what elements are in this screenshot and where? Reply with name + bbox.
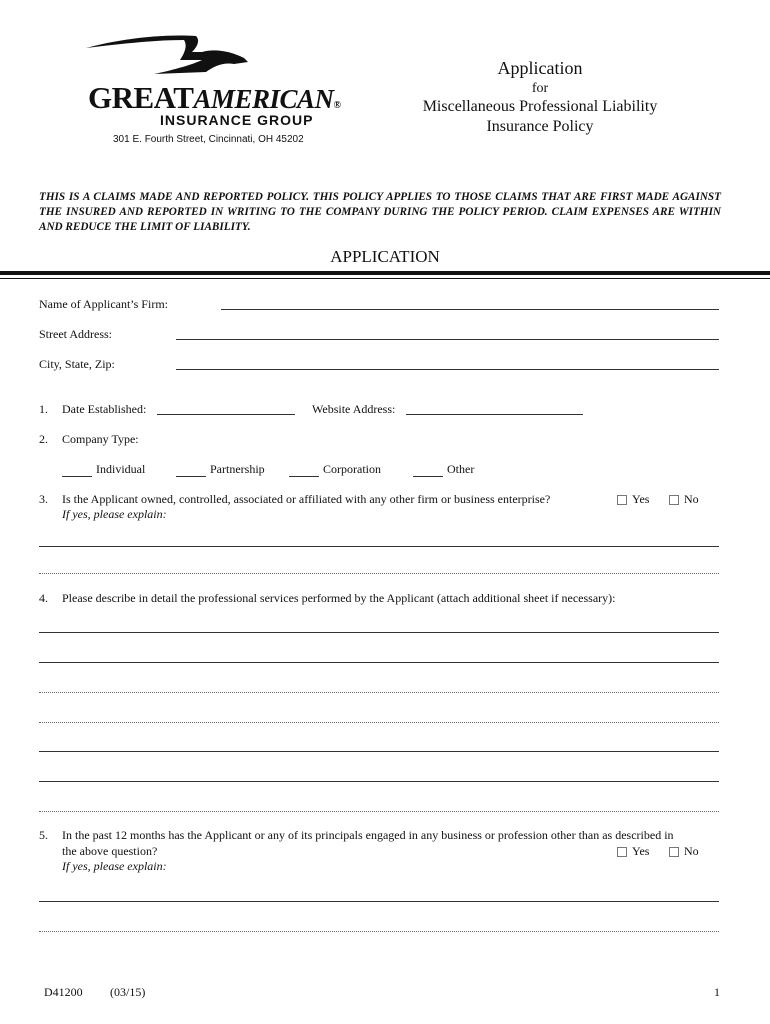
website-address-field[interactable] [406,414,583,415]
city-state-zip-field[interactable] [176,369,719,370]
q4-answer-line[interactable] [39,692,719,693]
q5-yes-checkbox[interactable] [617,847,627,857]
q5-no-checkbox[interactable] [669,847,679,857]
form-title-for: for [531,81,549,96]
website-address-label: Website Address: [312,402,396,416]
q3-number: 3. [39,492,48,506]
q4-answer-line[interactable] [39,722,719,723]
corporation-blank[interactable] [289,465,319,477]
company-type-partnership[interactable] [176,462,265,477]
logo-group-name: INSURANCE GROUP [160,112,314,128]
company-type-corporation[interactable] [289,462,381,477]
logo-wordmark [88,80,341,116]
section-heading: APPLICATION [330,247,440,266]
company-type-label: Company Type: [62,432,139,446]
q4-answer-line[interactable] [39,662,719,663]
claims-made-notice: THIS IS A CLAIMS MADE AND REPORTED POLICY. THIS POLICY APPLIES TO THOSE CLAIMS THAT ARE FIRST MADE AGAINST THE INSURED AND REPORTED IN WRITING TO THE COMPANY DURING THE POLICY PERIOD. CLAIM EXPENSES ARE WITHIN AND REDUCE THE LIMIT OF LIABILITY. [39,191,721,233]
q5-no-option[interactable] [669,844,699,859]
q3-yes-checkbox[interactable] [617,495,627,505]
street-address-field[interactable] [176,339,719,340]
firm-name-field[interactable] [221,309,719,310]
logo-name-american: AMERICAN [193,84,334,114]
other-label: Other [447,462,475,476]
q5-yes-option[interactable] [617,844,649,859]
date-established-label: Date Established: [62,402,147,416]
company-type-other[interactable] [413,462,474,477]
q3-yes-option[interactable] [617,492,649,507]
divider-thick [0,271,770,275]
q3-explain-line-1[interactable] [39,546,719,547]
q4-answer-line[interactable] [39,632,719,633]
q5-number: 5. [39,828,48,842]
page-number: 1 [714,985,720,999]
q3-no-checkbox[interactable] [669,495,679,505]
q3-explain-prompt: If yes, please explain: [62,507,167,521]
form-title-line3: Miscellaneous Professional Liability [422,98,658,115]
company-type-individual[interactable] [62,462,145,477]
individual-blank[interactable] [62,465,92,477]
q3-yes-label: Yes [632,492,650,506]
q5-explain-prompt: If yes, please explain: [62,859,167,873]
partnership-label: Partnership [210,462,265,476]
individual-label: Individual [96,462,146,476]
form-title: Application [497,58,583,78]
q3-no-label: No [684,492,699,506]
date-established-field[interactable] [157,414,295,415]
q4-number: 4. [39,591,48,605]
form-title-line4: Insurance Policy [486,118,594,135]
q5-explain-line-2[interactable] [39,931,719,932]
q5-question-line1: In the past 12 months has the Applicant or any of its principals engaged in any business or profession other than as described in [62,828,674,842]
q2-number: 2. [39,432,48,446]
divider-thin [0,278,770,279]
q4-answer-line[interactable] [39,781,719,782]
logo-name-great: GREAT [88,80,194,115]
q4-answer-line[interactable] [39,751,719,752]
q3-question: Is the Applicant owned, controlled, associated or affiliated with any other firm or business enterprise? [62,492,551,506]
form-edition: (03/15) [110,985,146,999]
q5-question-line2: the above question? [62,844,158,858]
partnership-blank[interactable] [176,465,206,477]
q3-explain-line-2[interactable] [39,573,719,574]
company-address: 301 E. Fourth Street, Cincinnati, OH 45202 [113,134,304,145]
form-code: D41200 [44,985,83,999]
corporation-label: Corporation [323,462,381,476]
q5-yes-label: Yes [632,844,650,858]
street-address-label: Street Address: [39,327,112,341]
q1-number: 1. [39,402,48,416]
q4-answer-line[interactable] [39,811,719,812]
logo-registered-mark: ® [333,100,341,111]
other-blank[interactable] [413,465,443,477]
q5-no-label: No [684,844,699,858]
q4-question: Please describe in detail the professional services performed by the Applicant (attach additional sheet if necessary): [62,591,616,605]
city-state-zip-label: City, State, Zip: [39,357,115,371]
firm-name-label: Name of Applicant’s Firm: [39,297,168,311]
q3-no-option[interactable] [669,492,699,507]
q5-explain-line-1[interactable] [39,901,719,902]
